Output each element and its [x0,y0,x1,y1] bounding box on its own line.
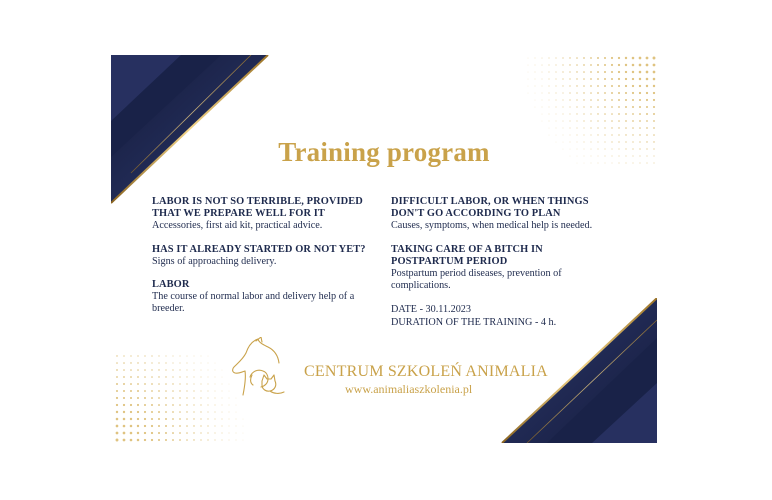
program-item-description: Postpartum period diseases, prevention of complications. [391,268,562,292]
brand-name: CENTRUM SZKOLEŃ ANIMALIA [304,363,548,380]
program-item-heading: DIFFICULT LABOR, OR WHEN THINGS DON'T GO ACCORDING TO PLAN [391,196,589,220]
program-item [391,196,617,233]
program-column-left [152,196,370,327]
program-item [152,279,370,316]
program-item-heading: HAS IT ALREADY STARTED OR NOT YET? [152,243,366,255]
program-item [391,244,617,293]
program-item [152,244,370,268]
brand-logo [228,337,548,397]
program-item-description: The course of normal labor and delivery help of a breeder. [152,291,355,315]
training-duration: DURATION OF THE TRAINING - 4 h. [391,316,557,328]
program-item-description: Causes, symptoms, when medical help is needed. [391,220,593,232]
program-item-description: Signs of approaching delivery. [152,255,277,267]
brand-website-link[interactable]: www.animaliaszkolenia.pl [345,382,473,396]
horse-dog-cat-outline-icon [228,337,308,397]
program-item-heading: TAKING CARE OF A BITCH IN POSTPARTUM PERIOD [391,243,543,267]
training-card [111,55,657,443]
training-details [391,304,617,328]
program-item-description: Accessories, first aid kit, practical advice. [152,220,323,232]
program-column-right [391,196,617,329]
training-date: DATE - 30.11.2023 [391,304,471,316]
program-item-heading: LABOR IS NOT SO TERRIBLE, PROVIDED THAT WE PREPARE WELL FOR IT [152,196,363,220]
page-title: Training program [278,137,490,167]
program-item-heading: LABOR [152,279,190,291]
program-item [152,196,370,233]
corner-decoration-top-left [111,55,281,205]
